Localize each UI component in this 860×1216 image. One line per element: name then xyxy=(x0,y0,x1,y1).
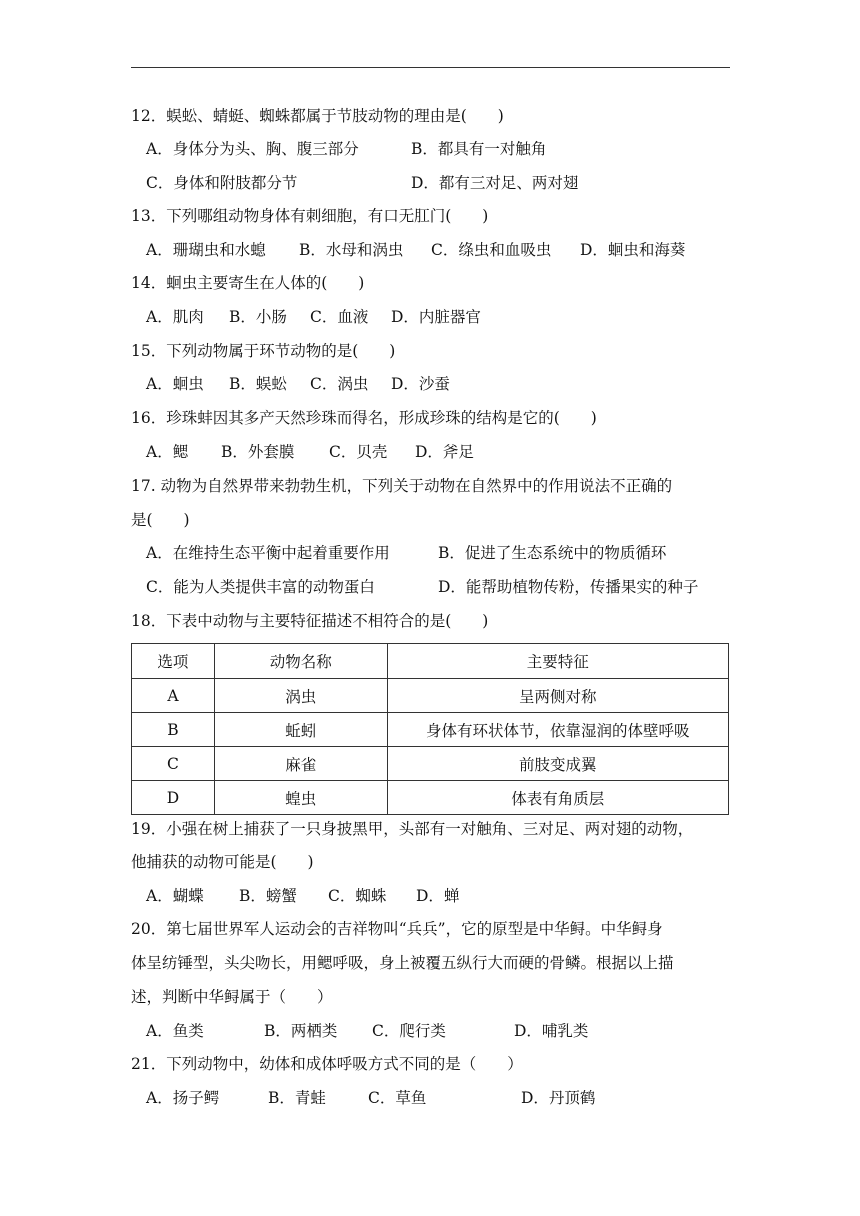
table-header-row xyxy=(132,644,729,679)
table-header-cell: 选项 xyxy=(132,644,215,679)
question-19-stem-line2: 他捕获的动物可能是( ) xyxy=(131,853,314,871)
table-header-cell: 主要特征 xyxy=(387,644,728,679)
q12-option-b: B．都具有一对触角 xyxy=(411,140,547,158)
q20-option-d: D．哺乳类 xyxy=(514,1022,589,1040)
table-cell: C xyxy=(132,747,215,781)
table-cell: 涡虫 xyxy=(214,679,387,713)
q16-option-d: D．斧足 xyxy=(415,443,474,461)
table-cell: A xyxy=(132,679,215,713)
question-20-stem-line3: 述，判断中华鲟属于（ ） xyxy=(131,988,333,1006)
header-rule xyxy=(131,67,730,68)
table-cell: 体表有角质层 xyxy=(387,781,728,815)
table-cell: 蚯蚓 xyxy=(214,713,387,747)
table-cell: 麻雀 xyxy=(214,747,387,781)
q12-option-a: A．身体分为头、胸、腹三部分 xyxy=(146,140,359,158)
q17-option-a: A．在维持生态平衡中起着重要作用 xyxy=(146,544,390,562)
question-12-stem: 12．蜈蚣、蜻蜓、蜘蛛都属于节肢动物的理由是( ) xyxy=(131,107,504,125)
question-20-stem-line2: 体呈纺锤型，头尖吻长，用鳃呼吸，身上被覆五纵行大而硬的骨鳞。根据以上描 xyxy=(131,954,674,972)
question-19-stem-line1: 19．小强在树上捕获了一只身披黑甲，头部有一对触角、三对足、两对翅的动物， xyxy=(131,820,694,838)
question-17-stem-line1: 17. 动物为自然界带来勃勃生机，下列关于动物在自然界中的作用说法不正确的 xyxy=(131,477,673,495)
q17-option-b: B．促进了生态系统中的物质循环 xyxy=(438,544,667,562)
question-15-stem: 15．下列动物属于环节动物的是( ) xyxy=(131,342,396,360)
q16-option-c: C．贝壳 xyxy=(329,443,388,461)
table-header-cell: 动物名称 xyxy=(214,644,387,679)
q12-option-c: C．身体和附肢都分节 xyxy=(146,174,298,192)
q16-option-b: B．外套膜 xyxy=(221,443,295,461)
table-row xyxy=(132,781,729,815)
table-row xyxy=(132,713,729,747)
q19-option-b: B．螃蟹 xyxy=(239,887,297,905)
question-13-stem: 13．下列哪组动物身体有刺细胞，有口无肛门( ) xyxy=(131,207,489,225)
q13-option-b: B．水母和涡虫 xyxy=(299,241,404,259)
table-cell: 蝗虫 xyxy=(214,781,387,815)
table-cell: D xyxy=(132,781,215,815)
q15-option-c: C．涡虫 xyxy=(310,375,369,393)
q13-option-d: D．蛔虫和海葵 xyxy=(580,241,686,259)
question-17-stem-line2: 是( ) xyxy=(131,511,190,529)
question-21-stem: 21．下列动物中，幼体和成体呼吸方式不同的是（ ） xyxy=(131,1055,523,1073)
q20-option-c: C．爬行类 xyxy=(372,1022,446,1040)
q17-option-d: D．能帮助植物传粉，传播果实的种子 xyxy=(438,578,699,596)
q21-option-b: B．青蛙 xyxy=(268,1089,326,1107)
q19-option-a: A．蝴蝶 xyxy=(146,887,204,905)
q21-option-c: C．草鱼 xyxy=(368,1089,427,1107)
question-14-stem: 14．蛔虫主要寄生在人体的( ) xyxy=(131,274,365,292)
table-cell: 前肢变成翼 xyxy=(387,747,728,781)
q12-option-d: D．都有三对足、两对翅 xyxy=(411,174,579,192)
q15-option-a: A．蛔虫 xyxy=(146,375,204,393)
table-cell: B xyxy=(132,713,215,747)
q14-option-a: A．肌肉 xyxy=(146,308,204,326)
q13-option-a: A．珊瑚虫和水螅 xyxy=(146,241,266,259)
q20-option-b: B．两栖类 xyxy=(264,1022,338,1040)
q15-option-d: D．沙蚕 xyxy=(391,375,450,393)
table-row xyxy=(132,747,729,781)
q20-option-a: A．鱼类 xyxy=(146,1022,204,1040)
animal-feature-table xyxy=(131,643,729,815)
table-cell: 呈两侧对称 xyxy=(387,679,728,713)
q14-option-c: C．血液 xyxy=(310,308,369,326)
table-cell: 身体有环状体节，依靠湿润的体壁呼吸 xyxy=(387,713,728,747)
question-20-stem-line1: 20．第七届世界军人运动会的吉祥物叫“兵兵”，它的原型是中华鲟。中华鲟身 xyxy=(131,920,663,938)
q19-option-d: D．蝉 xyxy=(416,887,460,905)
q17-option-c: C．能为人类提供丰富的动物蛋白 xyxy=(146,578,375,596)
q16-option-a: A．鳃 xyxy=(146,443,189,461)
q21-option-d: D．丹顶鹤 xyxy=(521,1089,596,1107)
q21-option-a: A．扬子鳄 xyxy=(146,1089,220,1107)
q13-option-c: C．绦虫和血吸虫 xyxy=(431,241,552,259)
question-18-stem: 18．下表中动物与主要特征描述不相符合的是( ) xyxy=(131,612,489,630)
question-16-stem: 16．珍珠蚌因其多产天然珍珠而得名，形成珍珠的结构是它的( ) xyxy=(131,409,597,427)
q15-option-b: B．蜈蚣 xyxy=(229,375,287,393)
q14-option-d: D．内脏器官 xyxy=(391,308,481,326)
table-row xyxy=(132,679,729,713)
q14-option-b: B．小肠 xyxy=(229,308,287,326)
q19-option-c: C．蜘蛛 xyxy=(328,887,387,905)
